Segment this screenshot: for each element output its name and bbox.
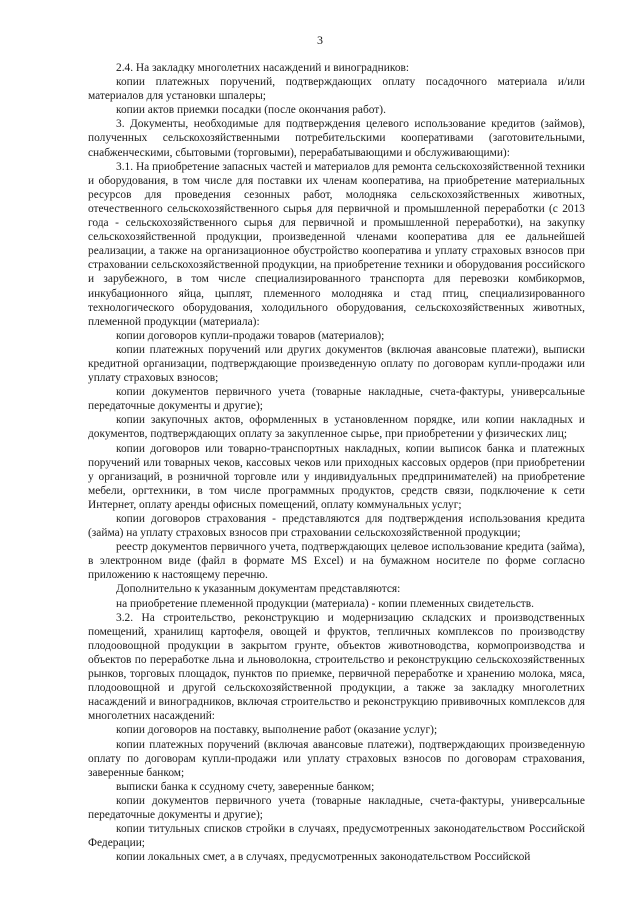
paragraph: копии документов первичного учета (товарные накладные, счета-фактуры, универсальные передаточные документы и другие); xyxy=(88,794,585,821)
paragraph: реестр документов первичного учета, подтверждающих целевое использование кредита (займа), в электронном виде (файл в формате MS Excel) и на бумажном носителе по форме согласно приложению к настоящему перечню. xyxy=(88,541,585,582)
paragraph: копии локальных смет, а в случаях, предусмотренных законодательством Российской xyxy=(116,851,531,864)
paragraph: копии платежных поручений, подтверждающих оплату посадочного материала и/или материалов для установки шпалеры; xyxy=(88,76,585,103)
paragraph: копии платежных поручений (включая авансовые платежи), подтверждающих произведенную оплату по договорам купли-продажи или уплату страховых взносов по договорам страхования, заверенные банком; xyxy=(88,738,585,779)
paragraph: 3.2. На строительство, реконструкцию и модернизацию складских и производственных помещений, хранилищ картофеля, овощей и фруктов, тепличных комплексов по производству плодоовощной продукции в закрытом грунте, объектов животноводства, кормопроизводства и объектов по переработке льна и льноволокна, строительство и реконструкцию сельскохозяйственных рынков, торговых площадок, пунктов по приемке, первичной переработке и хранению молока, мяса, плодоовощной и другой сельскохозяйственной продукции, а также за закладку многолетних насаждений и виноградников, включая строительство и реконструкцию прививочных комплексов для многолетних насаждений: xyxy=(88,611,585,723)
paragraph: выписки банка к ссудному счету, заверенные банком; xyxy=(116,780,375,793)
paragraph: 3.1. На приобретение запасных частей и материалов для ремонта сельскохозяйственной техники и оборудования, в том числе для поставки их членам кооператива, на приобретение материальных ресурсов для проведения сезонных работ, молодняка сельскохозяйственных животных, отечественного сельскохозяйственного сырья для первичной и промышленной переработки (с 2013 года - сельскохозяйственного сырья для первичной и промышленной переработки), на закупку сельскохозяйственной продукции, произведенной членами кооператива для ее дальнейшей реализации, а также на организационное обустройство кооператива и уплату страховых взносов при страховании сельскохозяйственной продукции, на приобретение техники и оборудования российского и зарубежного, в том числе специализированного транспорта для перевозки комбикормов, инкубационного яйца, цыплят, племенного молодняка и стад птиц, специализированного технологического оборудования, холодильного оборудования, сельскохозяйственных животных, племенной продукции (материала): xyxy=(88,160,586,328)
paragraph: копии договоров на поставку, выполнение работ (оказание услуг); xyxy=(116,724,438,737)
paragraph: копии титульных списков стройки в случаях, предусмотренных законодательством Российской Федерации; xyxy=(88,823,585,850)
paragraph: копии договоров или товарно-транспортных накладных, копии выписок банка и платежных поручений или товарных чеков, кассовых чеков или приходных кассовых ордеров (при приобретении у организаций, в розничной торговле или у индивидуальных предпринимателей) на приобретение мебели, оргтехники, в том числе программных продуктов, средств связи, подключение к сети Интернет, оплату аренды офисных помещений, оплату коммунальных услуг; xyxy=(88,442,585,511)
paragraph: копии договоров страхования - представляются для подтверждения использования кредита (займа) на уплату страховых взносов при страховании сельскохозяйственной продукции; xyxy=(88,513,585,540)
paragraph: копии закупочных актов, оформленных в установленном порядке, или копии накладных и документов, подтверждающих оплату за закупленное сырье, при приобретении у физических лиц; xyxy=(88,414,585,441)
paragraph: копии платежных поручений или других документов (включая авансовые платежи), выписки кредитной организации, подтверждающие произведенную оплату по договорам купли-продажи или уплату страховых взносов; xyxy=(88,343,585,385)
document-body xyxy=(88,61,585,864)
paragraph: на приобретение племенной продукции (материала) - копии племенных свидетельств. xyxy=(116,597,535,610)
page-number: 3 xyxy=(317,33,323,47)
paragraph: копии документов первичного учета (товарные накладные, счета-фактуры, универсальные передаточные документы и другие); xyxy=(88,386,585,413)
paragraph: 2.4. На закладку многолетних насаждений и виноградников: xyxy=(116,62,410,74)
paragraph: 3. Документы, необходимые для подтверждения целевого использование кредитов (займов), полученных сельскохозяйственными потребительскими кооперативами (заготовительными, снабженческими, сбытовыми (торговыми), перерабатывающими и обслуживающими): xyxy=(88,118,585,159)
paragraph: копии актов приемки посадки (после окончания работ). xyxy=(116,104,386,117)
paragraph: копии договоров купли-продажи товаров (материалов); xyxy=(116,329,385,342)
paragraph: Дополнительно к указанным документам представляются: xyxy=(116,583,401,596)
